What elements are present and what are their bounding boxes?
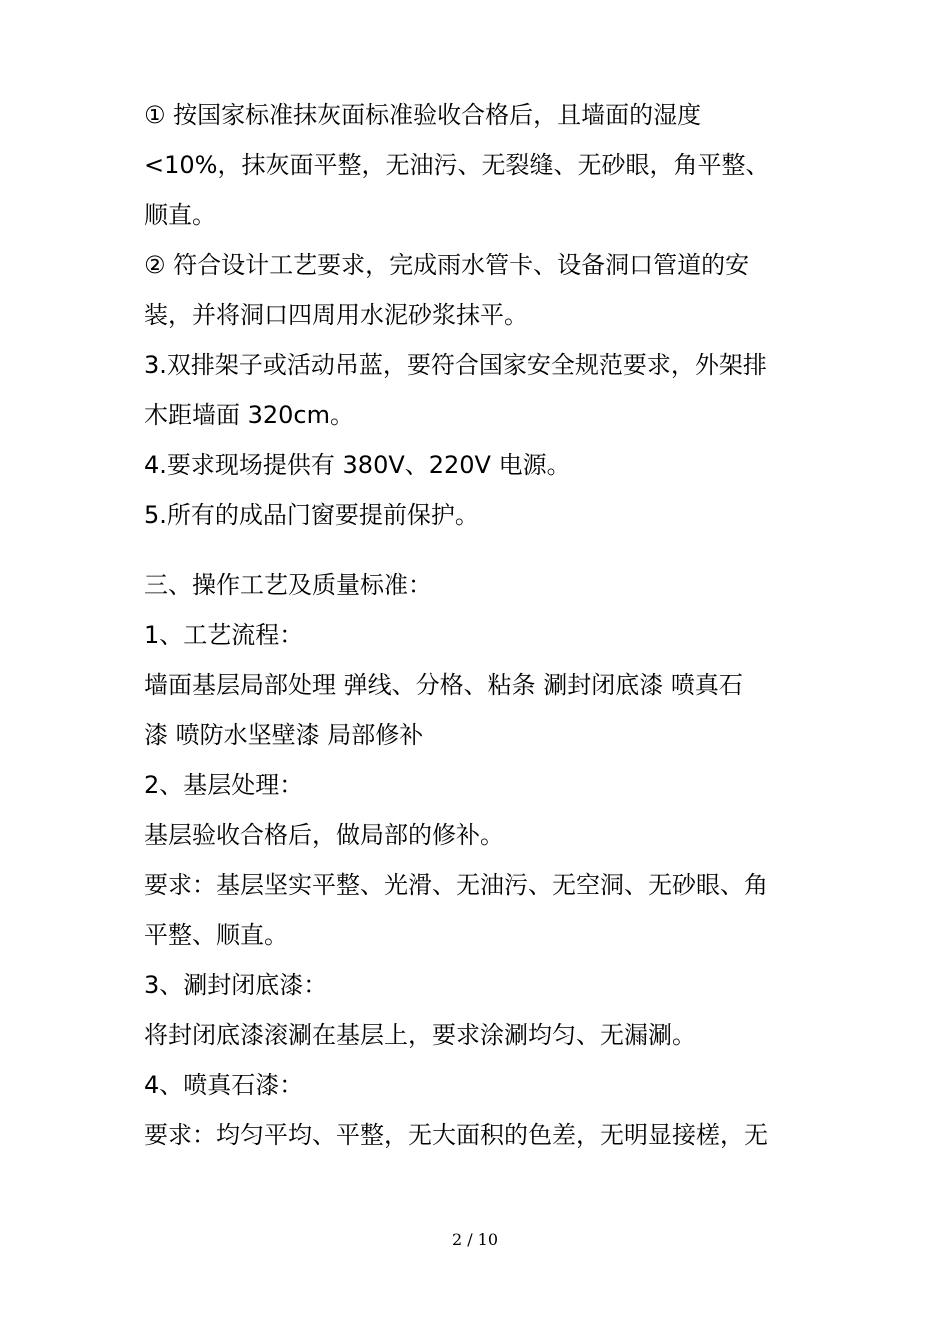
text-line: 漆 喷防水坚壁漆 局部修补 — [144, 721, 424, 749]
text-line: 5.所有的成品门窗要提前保护。 — [144, 501, 479, 529]
section-heading: 三、操作工艺及质量标准： — [144, 571, 432, 599]
subsection-heading: 3、涮封闭底漆： — [144, 971, 328, 999]
text-line: 3.双排架子或活动吊蓝，要符合国家安全规范要求，外架排 — [144, 351, 767, 379]
text-line: 装，并将洞口四周用水泥砂浆抹平。 — [144, 301, 528, 329]
text-line: 要求：均匀平均、平整，无大面积的色差，无明显接槎，无 — [144, 1121, 768, 1149]
subsection-heading: 4、喷真石漆： — [144, 1071, 304, 1099]
text-line: ① 按国家标准抹灰面标准验收合格后，且墙面的湿度 — [144, 101, 702, 129]
text-line: 木距墙面 320cm。 — [144, 401, 355, 429]
text-line: 墙面基层局部处理 弹线、分格、粘条 涮封闭底漆 喷真石 — [144, 671, 743, 699]
text-line: 顺直。 — [144, 201, 216, 229]
text-line: ② 符合设计工艺要求，完成雨水管卡、设备洞口管道的安 — [144, 251, 750, 279]
text-line: 基层验收合格后，做局部的修补。 — [144, 821, 504, 849]
subsection-heading: 2、基层处理： — [144, 771, 304, 799]
document-body — [144, 90, 816, 1160]
text-line: 平整、顺直。 — [144, 921, 288, 949]
text-line: <10%，抹灰面平整，无油污、无裂缝、无砂眼，角平整、 — [144, 151, 770, 179]
page-number: 2 / 10 — [451, 1230, 499, 1249]
subsection-heading: 1、工艺流程： — [144, 621, 304, 649]
text-line: 4.要求现场提供有 380V、220V 电源。 — [144, 451, 571, 479]
paragraph-gap — [144, 540, 816, 560]
text-line: 将封闭底漆滚涮在基层上，要求涂涮均匀、无漏涮。 — [144, 1021, 696, 1049]
text-line: 要求：基层坚实平整、光滑、无油污、无空洞、无砂眼、角 — [144, 871, 768, 899]
paragraph-block-process — [144, 560, 816, 1160]
paragraph-block-requirements — [144, 90, 816, 540]
